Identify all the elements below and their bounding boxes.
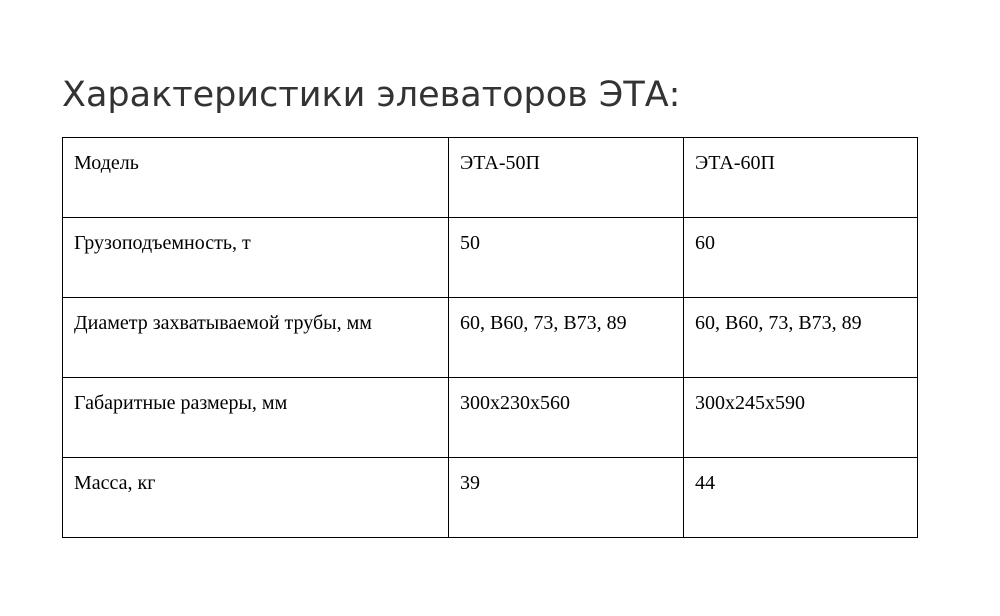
page-title: Характеристики элеваторов ЭТА: [62,75,681,115]
table-row [63,458,918,538]
table-row [63,298,918,378]
table-cell: ЭТА-50П [449,138,684,218]
row-label: Масса, кг [63,458,449,538]
table-cell: 60, В60, 73, В73, 89 [449,298,684,378]
table-cell: 60, В60, 73, В73, 89 [684,298,918,378]
table-cell: 50 [449,218,684,298]
specs-table [62,137,918,538]
table-row [63,378,918,458]
table-row [63,218,918,298]
row-label: Габаритные размеры, мм [63,378,449,458]
row-label: Диаметр захватываемой трубы, мм [63,298,449,378]
table-cell: 60 [684,218,918,298]
table-cell: 300х230х560 [449,378,684,458]
row-label: Модель [63,138,449,218]
table-cell: 44 [684,458,918,538]
table-row [63,138,918,218]
table-cell: 300х245х590 [684,378,918,458]
row-label: Грузоподъемность, т [63,218,449,298]
table-cell: 39 [449,458,684,538]
table-cell: ЭТА-60П [684,138,918,218]
